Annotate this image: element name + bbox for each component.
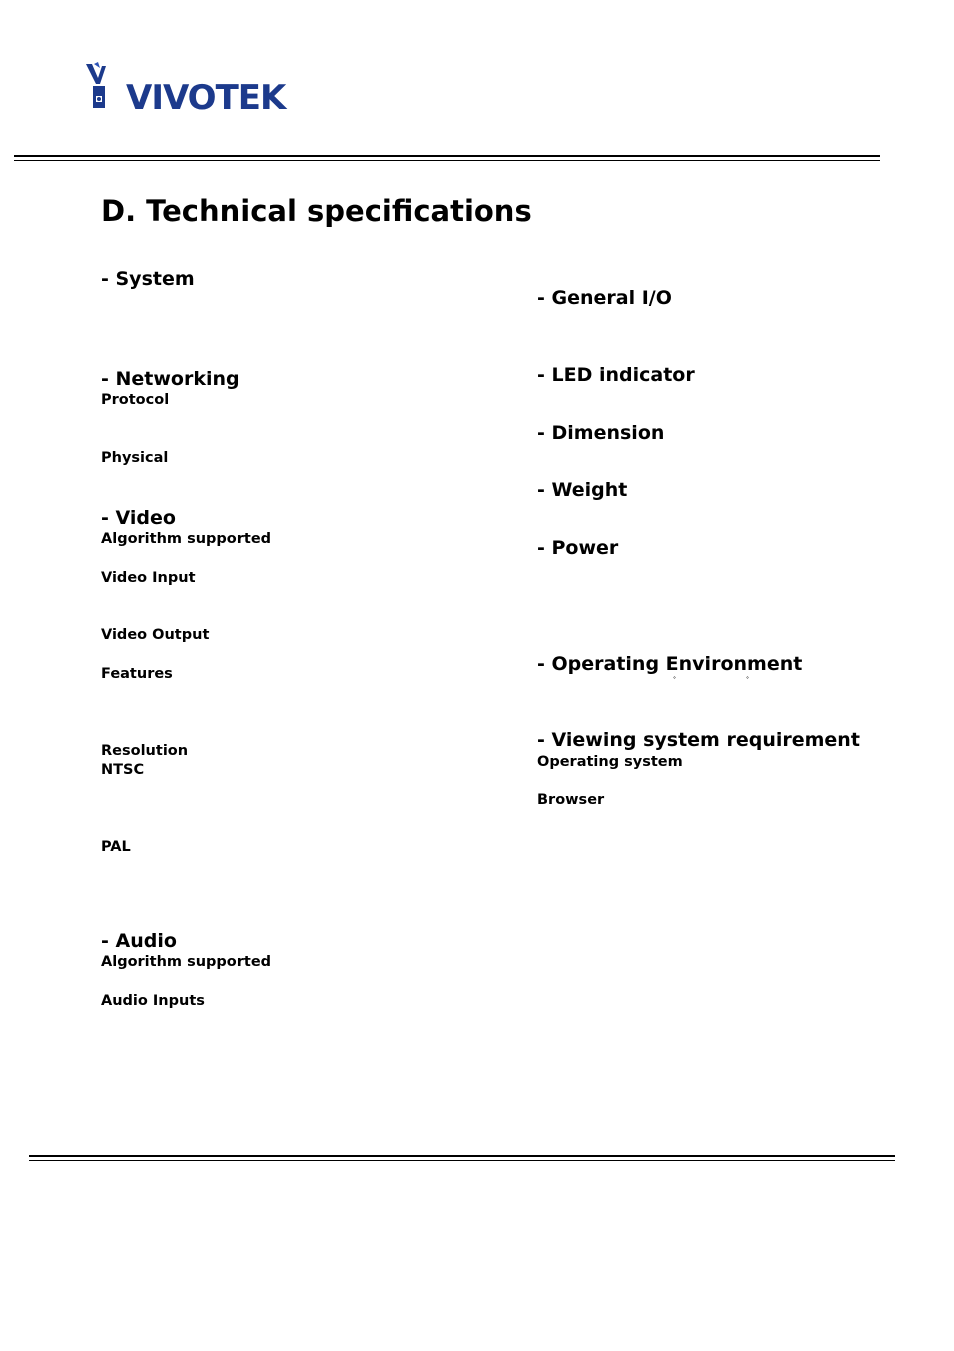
weight-heading: - Weight: [537, 479, 628, 501]
power-heading: - Power: [537, 537, 619, 559]
general-io-heading: - General I/O: [537, 287, 672, 309]
logo-wordmark: VIVOTEK: [126, 78, 286, 114]
audio-heading: - Audio: [101, 930, 177, 952]
top-rule-thin: [14, 160, 880, 161]
operating-system-label: Operating system: [537, 754, 683, 770]
video-algorithm-label: Algorithm supported: [101, 531, 272, 547]
audio-inputs-label: Audio Inputs: [101, 993, 205, 1009]
degree-mark-2: °: [746, 676, 749, 683]
video-input-label: Video Input: [101, 570, 196, 586]
video-heading: - Video: [101, 507, 176, 529]
browser-label: Browser: [537, 792, 605, 808]
viewing-requirement-heading: - Viewing system requirement: [537, 729, 860, 751]
resolution-label: Resolution: [101, 743, 189, 759]
features-label: Features: [101, 666, 173, 682]
video-output-label: Video Output: [101, 627, 210, 643]
physical-label: Physical: [101, 450, 169, 466]
bottom-rule: [29, 1155, 895, 1157]
networking-heading: - Networking: [101, 368, 240, 390]
vivotek-logo: [84, 60, 294, 114]
protocol-label: Protocol: [101, 392, 170, 408]
audio-algorithm-label: Algorithm supported: [101, 954, 272, 970]
degree-mark-1: °: [673, 676, 676, 683]
page-title: D. Technical specifications: [101, 194, 532, 228]
pal-label: PAL: [101, 839, 131, 855]
led-indicator-heading: - LED indicator: [537, 364, 695, 386]
dimension-heading: - Dimension: [537, 422, 665, 444]
bottom-rule-thin: [29, 1160, 895, 1161]
operating-environment-heading: - Operating Environment: [537, 653, 803, 675]
ntsc-label: NTSC: [101, 762, 145, 778]
system-heading: - System: [101, 268, 195, 290]
top-rule: [14, 155, 880, 157]
